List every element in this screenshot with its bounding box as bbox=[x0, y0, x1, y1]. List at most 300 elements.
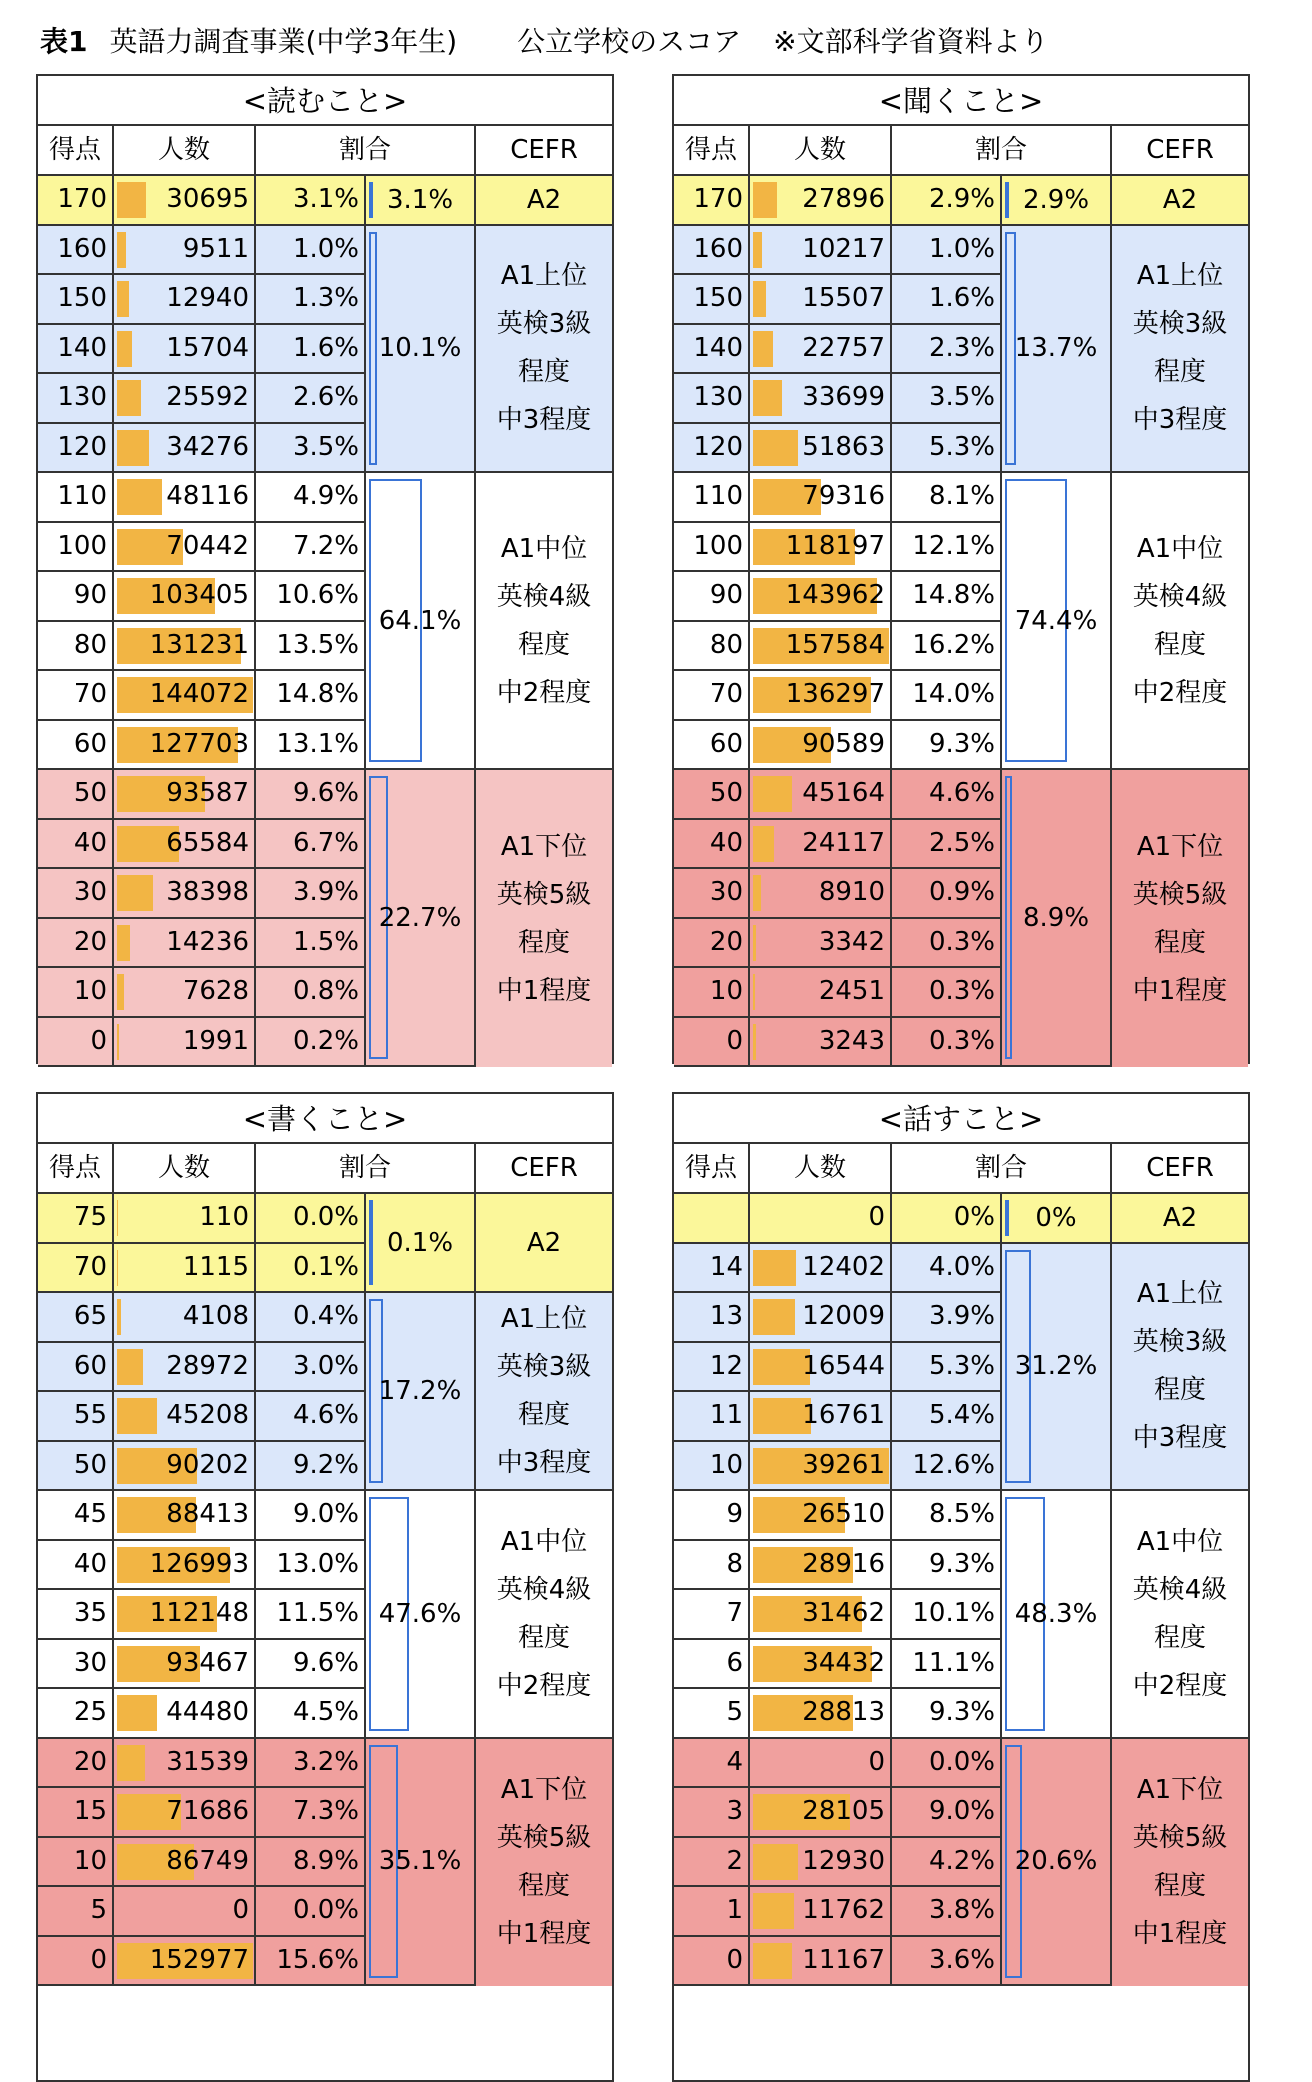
ratio-cell: 4.9% bbox=[256, 473, 366, 523]
ratio-cell: 1.0% bbox=[256, 226, 366, 276]
count-cell bbox=[750, 820, 892, 870]
ratio-cell: 4.0% bbox=[892, 1244, 1002, 1294]
count-bar bbox=[753, 1943, 792, 1979]
cefr-line: 中1程度 bbox=[497, 967, 592, 1015]
column-header-score: 得点 bbox=[38, 126, 114, 176]
ratio-cell: 3.8% bbox=[892, 1887, 1002, 1937]
score-panel bbox=[672, 1092, 1250, 2082]
ratio-cell: 8.1% bbox=[892, 473, 1002, 523]
score-cell: 60 bbox=[674, 721, 750, 771]
score-cell: 90 bbox=[38, 572, 114, 622]
count-value: 88413 bbox=[166, 1491, 249, 1537]
cefr-line: 程度 bbox=[1154, 348, 1206, 396]
ratio-cell: 4.2% bbox=[892, 1838, 1002, 1888]
count-cell bbox=[750, 1194, 892, 1244]
count-cell bbox=[750, 919, 892, 969]
count-value: 3243 bbox=[819, 1018, 885, 1064]
score-cell: 10 bbox=[674, 1442, 750, 1492]
count-cell bbox=[750, 1392, 892, 1442]
cefr-level-cell bbox=[476, 1491, 612, 1739]
count-bar bbox=[753, 826, 774, 862]
count-cell bbox=[114, 1442, 256, 1492]
count-value: 11167 bbox=[802, 1937, 885, 1983]
count-value: 93587 bbox=[166, 770, 249, 816]
ratio-cell: 3.9% bbox=[256, 869, 366, 919]
column-header-cefr: CEFR bbox=[476, 126, 612, 176]
count-value: 45208 bbox=[166, 1392, 249, 1438]
score-cell: 1 bbox=[674, 1887, 750, 1937]
score-cell: 160 bbox=[674, 226, 750, 276]
cefr-line: 英検4級 bbox=[497, 1566, 592, 1614]
cefr-line: A1下位 bbox=[1137, 1766, 1223, 1814]
count-value: 152977 bbox=[150, 1937, 249, 1983]
ratio-cell: 0.9% bbox=[892, 869, 1002, 919]
ratio-cell: 5.4% bbox=[892, 1392, 1002, 1442]
count-cell bbox=[750, 572, 892, 622]
count-bar bbox=[117, 331, 132, 367]
count-cell bbox=[114, 820, 256, 870]
count-cell bbox=[750, 721, 892, 771]
ratio-cell: 1.5% bbox=[256, 919, 366, 969]
count-value: 86749 bbox=[166, 1838, 249, 1884]
cefr-line: 中3程度 bbox=[1133, 1414, 1228, 1462]
count-cell bbox=[114, 1887, 256, 1937]
table-header-row bbox=[674, 1144, 1248, 1194]
score-cell: 70 bbox=[38, 1244, 114, 1294]
cefr-line: A1上位 bbox=[501, 252, 587, 300]
table-label: 表1 bbox=[40, 25, 87, 58]
cefr-line: 英検5級 bbox=[497, 871, 592, 919]
cefr-line: 中3程度 bbox=[1133, 396, 1228, 444]
count-bar bbox=[753, 430, 798, 466]
ratio-cell: 0.1% bbox=[256, 1244, 366, 1294]
cefr-level-cell bbox=[1112, 1739, 1248, 1987]
cefr-line: 英検5級 bbox=[497, 1814, 592, 1862]
cefr-line: A1上位 bbox=[501, 1295, 587, 1343]
group-total-value: 74.4% bbox=[1002, 606, 1110, 636]
score-cell: 80 bbox=[674, 622, 750, 672]
score-cell: 9 bbox=[674, 1491, 750, 1541]
count-value: 112148 bbox=[150, 1590, 249, 1636]
count-value: 110 bbox=[199, 1194, 249, 1240]
score-cell: 90 bbox=[674, 572, 750, 622]
score-panel bbox=[36, 1092, 614, 2082]
score-cell: 100 bbox=[674, 523, 750, 573]
count-cell bbox=[114, 1018, 256, 1068]
count-value: 28916 bbox=[802, 1541, 885, 1587]
score-cell: 10 bbox=[674, 968, 750, 1018]
cefr-level-cell bbox=[476, 1194, 612, 1293]
column-header-cefr: CEFR bbox=[1112, 1144, 1248, 1194]
count-value: 14236 bbox=[166, 919, 249, 965]
cefr-line: A2 bbox=[527, 176, 561, 224]
count-value: 33699 bbox=[802, 374, 885, 420]
score-cell: 13 bbox=[674, 1293, 750, 1343]
cefr-line: 中2程度 bbox=[497, 669, 592, 717]
column-header-score: 得点 bbox=[674, 126, 750, 176]
count-value: 7628 bbox=[183, 968, 249, 1014]
group-total-cell bbox=[1002, 1244, 1112, 1492]
ratio-cell: 9.0% bbox=[892, 1788, 1002, 1838]
count-value: 28105 bbox=[802, 1788, 885, 1834]
ratio-cell: 3.5% bbox=[256, 424, 366, 474]
ratio-cell: 12.6% bbox=[892, 1442, 1002, 1492]
count-value: 143962 bbox=[786, 572, 885, 618]
group-total-cell bbox=[366, 1194, 476, 1293]
group-total-cell bbox=[366, 770, 476, 1067]
ratio-cell: 9.0% bbox=[256, 1491, 366, 1541]
count-value: 90202 bbox=[166, 1442, 249, 1488]
score-cell: 6 bbox=[674, 1640, 750, 1690]
count-cell bbox=[750, 1689, 892, 1739]
score-cell: 4 bbox=[674, 1739, 750, 1789]
ratio-cell: 7.2% bbox=[256, 523, 366, 573]
group-total-cell bbox=[366, 1491, 476, 1739]
ratio-cell: 3.9% bbox=[892, 1293, 1002, 1343]
count-cell bbox=[750, 622, 892, 672]
ratio-cell: 13.0% bbox=[256, 1541, 366, 1591]
cefr-line: A2 bbox=[1163, 176, 1197, 224]
count-cell bbox=[750, 424, 892, 474]
group-total-cell bbox=[1002, 176, 1112, 226]
count-bar bbox=[753, 331, 773, 367]
column-header-ratio: 割合 bbox=[892, 1144, 1112, 1194]
count-cell bbox=[114, 424, 256, 474]
count-cell bbox=[750, 1937, 892, 1987]
cefr-line: A1下位 bbox=[501, 823, 587, 871]
score-cell: 25 bbox=[38, 1689, 114, 1739]
column-header-count: 人数 bbox=[750, 1144, 892, 1194]
count-value: 28972 bbox=[166, 1343, 249, 1389]
count-value: 127703 bbox=[150, 721, 249, 767]
cefr-line: 中1程度 bbox=[1133, 1910, 1228, 1958]
cefr-line: A1下位 bbox=[1137, 823, 1223, 871]
cefr-level-cell bbox=[476, 1293, 612, 1491]
count-cell bbox=[750, 1640, 892, 1690]
cefr-level-cell bbox=[1112, 1491, 1248, 1739]
cefr-line: 中3程度 bbox=[497, 396, 592, 444]
score-cell: 80 bbox=[38, 622, 114, 672]
column-header-ratio: 割合 bbox=[892, 126, 1112, 176]
count-value: 30695 bbox=[166, 176, 249, 222]
cefr-line: 程度 bbox=[1154, 1862, 1206, 1910]
count-bar bbox=[117, 1349, 143, 1385]
table-header-row bbox=[674, 126, 1248, 176]
column-header-count: 人数 bbox=[114, 126, 256, 176]
table-subtitle: 公立学校のスコア bbox=[517, 25, 741, 58]
score-cell: 75 bbox=[38, 1194, 114, 1244]
ratio-cell: 8.9% bbox=[256, 1838, 366, 1888]
score-cell: 120 bbox=[38, 424, 114, 474]
count-bar bbox=[117, 1024, 119, 1060]
cefr-line: 程度 bbox=[518, 919, 570, 967]
cefr-level-cell bbox=[1112, 473, 1248, 770]
cefr-line: A1中位 bbox=[501, 1518, 587, 1566]
cefr-line: 程度 bbox=[1154, 621, 1206, 669]
cefr-level-cell bbox=[476, 770, 612, 1067]
score-cell: 140 bbox=[674, 325, 750, 375]
ratio-cell: 1.6% bbox=[892, 275, 1002, 325]
ratio-cell: 8.5% bbox=[892, 1491, 1002, 1541]
count-cell bbox=[750, 325, 892, 375]
cefr-line: A2 bbox=[1163, 1194, 1197, 1242]
score-cell: 14 bbox=[674, 1244, 750, 1294]
count-value: 12402 bbox=[802, 1244, 885, 1290]
cefr-line: 程度 bbox=[518, 1391, 570, 1439]
ratio-cell: 3.0% bbox=[256, 1343, 366, 1393]
count-cell bbox=[114, 721, 256, 771]
ratio-cell: 14.0% bbox=[892, 671, 1002, 721]
score-cell: 130 bbox=[38, 374, 114, 424]
count-value: 15704 bbox=[166, 325, 249, 371]
cefr-line: 中2程度 bbox=[1133, 1662, 1228, 1710]
count-bar bbox=[117, 875, 153, 911]
panel-title: <話すこと> bbox=[674, 1094, 1248, 1144]
cefr-line: 程度 bbox=[518, 1862, 570, 1910]
count-bar bbox=[753, 1024, 756, 1060]
score-cell: 40 bbox=[38, 1541, 114, 1591]
count-cell bbox=[114, 1392, 256, 1442]
count-value: 45164 bbox=[802, 770, 885, 816]
count-value: 93467 bbox=[166, 1640, 249, 1686]
count-value: 0 bbox=[868, 1194, 885, 1240]
count-cell bbox=[114, 1640, 256, 1690]
ratio-cell: 5.3% bbox=[892, 1343, 1002, 1393]
ratio-cell: 7.3% bbox=[256, 1788, 366, 1838]
cefr-level-cell bbox=[476, 176, 612, 226]
cefr-line: A1上位 bbox=[1137, 252, 1223, 300]
group-total-cell bbox=[1002, 1194, 1112, 1244]
count-value: 12930 bbox=[802, 1838, 885, 1884]
count-cell bbox=[114, 770, 256, 820]
count-cell bbox=[750, 1590, 892, 1640]
count-value: 16544 bbox=[802, 1343, 885, 1389]
score-cell: 0 bbox=[38, 1937, 114, 1987]
ratio-cell: 0.4% bbox=[256, 1293, 366, 1343]
count-cell bbox=[114, 473, 256, 523]
ratio-cell: 4.6% bbox=[256, 1392, 366, 1442]
ratio-cell: 13.1% bbox=[256, 721, 366, 771]
count-cell bbox=[750, 374, 892, 424]
count-value: 38398 bbox=[166, 869, 249, 915]
count-cell bbox=[750, 1838, 892, 1888]
cefr-line: 中1程度 bbox=[497, 1910, 592, 1958]
ratio-cell: 14.8% bbox=[256, 671, 366, 721]
count-cell bbox=[750, 1491, 892, 1541]
ratio-cell: 6.7% bbox=[256, 820, 366, 870]
score-cell: 30 bbox=[674, 869, 750, 919]
ratio-cell: 0% bbox=[892, 1194, 1002, 1244]
count-cell bbox=[750, 176, 892, 226]
count-value: 118197 bbox=[786, 523, 885, 569]
score-cell: 50 bbox=[674, 770, 750, 820]
group-total-cell bbox=[366, 1739, 476, 1987]
score-cell: 10 bbox=[38, 968, 114, 1018]
count-cell bbox=[750, 1018, 892, 1068]
score-cell: 20 bbox=[674, 919, 750, 969]
ratio-cell: 0.8% bbox=[256, 968, 366, 1018]
score-cell: 5 bbox=[38, 1887, 114, 1937]
count-cell bbox=[114, 325, 256, 375]
ratio-cell: 1.6% bbox=[256, 325, 366, 375]
page-title bbox=[40, 22, 1049, 62]
score-cell: 3 bbox=[674, 1788, 750, 1838]
cefr-line: 中1程度 bbox=[1133, 967, 1228, 1015]
cefr-line: 英検3級 bbox=[497, 300, 592, 348]
count-value: 12009 bbox=[802, 1293, 885, 1339]
score-cell: 170 bbox=[38, 176, 114, 226]
count-value: 1991 bbox=[183, 1018, 249, 1064]
count-bar bbox=[117, 1398, 157, 1434]
ratio-cell: 0.0% bbox=[256, 1887, 366, 1937]
group-total-cell bbox=[366, 1293, 476, 1491]
count-cell bbox=[114, 1343, 256, 1393]
group-total-value: 22.7% bbox=[366, 903, 474, 933]
count-value: 144072 bbox=[150, 671, 249, 717]
count-cell bbox=[114, 275, 256, 325]
cefr-line: 程度 bbox=[1154, 1366, 1206, 1414]
column-header-score: 得点 bbox=[38, 1144, 114, 1194]
count-bar bbox=[117, 380, 141, 416]
score-cell: 20 bbox=[38, 919, 114, 969]
cefr-line: 程度 bbox=[518, 348, 570, 396]
source-note: ※文部科学省資料より bbox=[773, 25, 1048, 58]
count-bar bbox=[117, 925, 130, 961]
count-cell bbox=[750, 1788, 892, 1838]
count-value: 0 bbox=[232, 1887, 249, 1933]
score-cell: 30 bbox=[38, 869, 114, 919]
count-value: 157584 bbox=[786, 622, 885, 668]
count-cell bbox=[114, 1194, 256, 1244]
cefr-line: 英検3級 bbox=[497, 1343, 592, 1391]
count-value: 39261 bbox=[802, 1442, 885, 1488]
group-total-cell bbox=[1002, 226, 1112, 474]
ratio-cell: 16.2% bbox=[892, 622, 1002, 672]
count-value: 4108 bbox=[183, 1293, 249, 1339]
count-cell bbox=[114, 1293, 256, 1343]
cefr-line: 中2程度 bbox=[497, 1662, 592, 1710]
ratio-cell: 3.1% bbox=[256, 176, 366, 226]
count-value: 103405 bbox=[150, 572, 249, 618]
ratio-cell: 2.5% bbox=[892, 820, 1002, 870]
count-cell bbox=[114, 671, 256, 721]
group-total-value: 64.1% bbox=[366, 606, 474, 636]
count-cell bbox=[114, 572, 256, 622]
count-bar bbox=[117, 232, 126, 268]
ratio-cell: 9.3% bbox=[892, 1541, 1002, 1591]
count-cell bbox=[750, 869, 892, 919]
count-cell bbox=[750, 226, 892, 276]
count-value: 10217 bbox=[802, 226, 885, 272]
score-cell: 11 bbox=[674, 1392, 750, 1442]
count-cell bbox=[750, 671, 892, 721]
group-total-value: 0.1% bbox=[366, 1228, 474, 1258]
cefr-level-cell bbox=[476, 1739, 612, 1987]
panel-title: <書くこと> bbox=[38, 1094, 612, 1144]
score-cell: 0 bbox=[38, 1018, 114, 1068]
score-cell: 5 bbox=[674, 1689, 750, 1739]
panel-title: <読むこと> bbox=[38, 76, 612, 126]
count-cell bbox=[114, 968, 256, 1018]
group-total-value: 35.1% bbox=[366, 1846, 474, 1876]
count-cell bbox=[750, 1541, 892, 1591]
score-cell: 150 bbox=[38, 275, 114, 325]
score-cell: 70 bbox=[38, 671, 114, 721]
count-cell bbox=[750, 1887, 892, 1937]
ratio-cell: 11.1% bbox=[892, 1640, 1002, 1690]
count-value: 31462 bbox=[802, 1590, 885, 1636]
count-value: 26510 bbox=[802, 1491, 885, 1537]
count-value: 2451 bbox=[819, 968, 885, 1014]
cefr-line: A1中位 bbox=[1137, 1518, 1223, 1566]
ratio-cell: 1.0% bbox=[892, 226, 1002, 276]
count-cell bbox=[750, 473, 892, 523]
count-bar bbox=[117, 182, 146, 218]
count-cell bbox=[114, 1590, 256, 1640]
ratio-cell: 9.2% bbox=[256, 1442, 366, 1492]
ratio-cell: 0.3% bbox=[892, 968, 1002, 1018]
ratio-cell: 0.0% bbox=[256, 1194, 366, 1244]
count-bar bbox=[753, 1299, 795, 1335]
score-cell: 2 bbox=[674, 1838, 750, 1888]
count-bar bbox=[753, 281, 766, 317]
score-cell: 160 bbox=[38, 226, 114, 276]
count-bar bbox=[117, 1695, 157, 1731]
count-bar bbox=[117, 974, 124, 1010]
count-cell bbox=[114, 374, 256, 424]
cefr-level-cell bbox=[1112, 1244, 1248, 1492]
cefr-line: 英検5級 bbox=[1133, 871, 1228, 919]
column-header-count: 人数 bbox=[114, 1144, 256, 1194]
cefr-line: 英検4級 bbox=[1133, 573, 1228, 621]
count-value: 48116 bbox=[166, 473, 249, 519]
ratio-cell: 9.6% bbox=[256, 1640, 366, 1690]
count-value: 25592 bbox=[166, 374, 249, 420]
cefr-line: 英検3級 bbox=[1133, 300, 1228, 348]
group-total-value: 17.2% bbox=[366, 1376, 474, 1406]
ratio-cell: 2.3% bbox=[892, 325, 1002, 375]
score-cell: 50 bbox=[38, 770, 114, 820]
count-value: 3342 bbox=[819, 919, 885, 965]
score-panel bbox=[36, 74, 614, 1064]
score-cell: 15 bbox=[38, 1788, 114, 1838]
group-total-value: 31.2% bbox=[1002, 1351, 1110, 1381]
ratio-cell: 3.5% bbox=[892, 374, 1002, 424]
count-bar bbox=[117, 479, 162, 515]
score-cell: 0 bbox=[674, 1018, 750, 1068]
cefr-line: 程度 bbox=[518, 1614, 570, 1662]
cefr-line: A1上位 bbox=[1137, 1270, 1223, 1318]
count-cell bbox=[114, 1491, 256, 1541]
count-value: 71686 bbox=[166, 1788, 249, 1834]
count-value: 44480 bbox=[166, 1689, 249, 1735]
score-cell: 12 bbox=[674, 1343, 750, 1393]
score-cell: 60 bbox=[38, 1343, 114, 1393]
table-title: 英語力調査事業(中学3年生) bbox=[109, 25, 457, 58]
cefr-line: A1下位 bbox=[501, 1766, 587, 1814]
count-value: 11762 bbox=[802, 1887, 885, 1933]
cefr-level-cell bbox=[476, 226, 612, 474]
count-bar bbox=[753, 776, 792, 812]
count-value: 34276 bbox=[166, 424, 249, 470]
count-cell bbox=[114, 176, 256, 226]
cefr-line: A1中位 bbox=[1137, 525, 1223, 573]
ratio-cell: 0.3% bbox=[892, 919, 1002, 969]
cefr-line: A2 bbox=[527, 1219, 561, 1267]
score-cell: 140 bbox=[38, 325, 114, 375]
count-bar bbox=[117, 430, 149, 466]
count-cell bbox=[114, 1739, 256, 1789]
